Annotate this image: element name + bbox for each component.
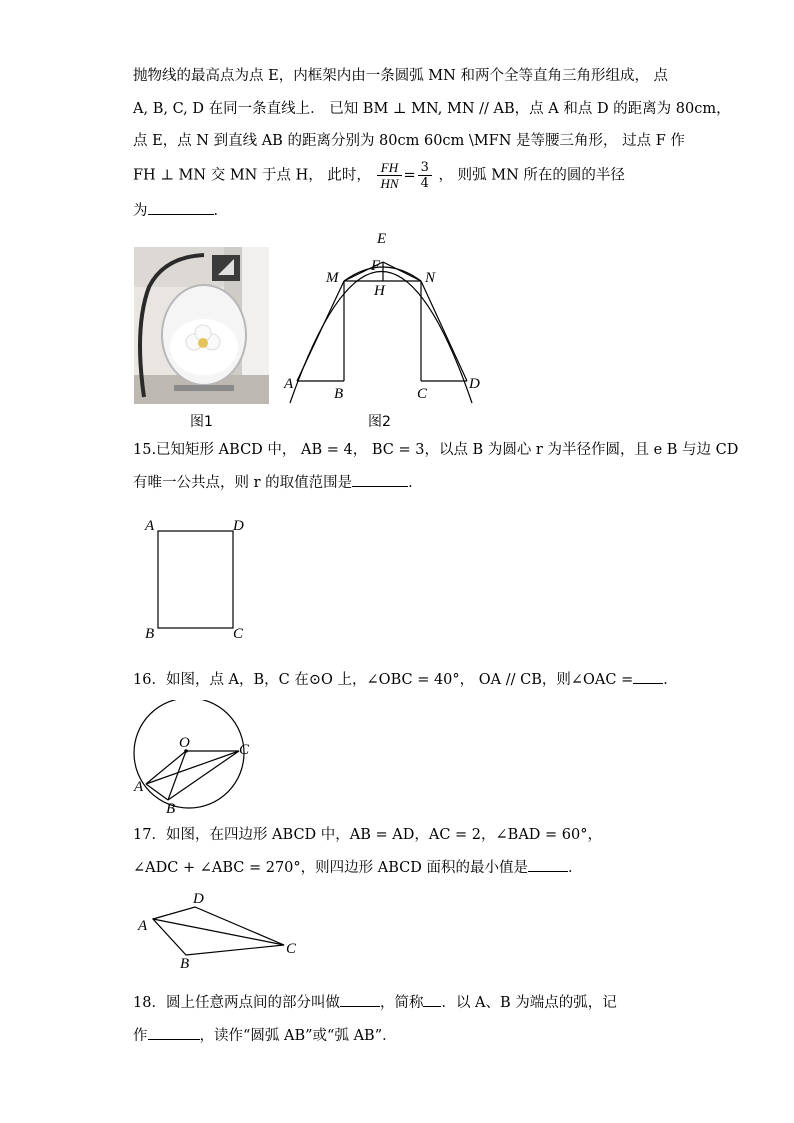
label-A: A	[284, 376, 294, 392]
label-N: N	[425, 270, 436, 286]
q17-line-2-end: ．	[567, 860, 583, 876]
label-C: C	[233, 626, 244, 642]
q18-line-2b: ，读作“圆弧 AB”或“弧 AB”．	[199, 1028, 397, 1044]
q14-figure-1-photo	[134, 247, 269, 404]
label-B: B	[145, 626, 155, 642]
q14-figure-2-caption: 图2	[368, 414, 391, 430]
q14-line-4b: ， 则弧 MN 所在的圆的半径	[438, 167, 625, 184]
q14-line-5-text: 为	[133, 203, 148, 219]
q14-line-2: A, B, C, D 在同一条直线上． 已知 BM ⊥ MN, MN // AB，点 A 和点 D 的距离为 80cm，	[133, 101, 731, 117]
q18-line-1c: ．以 A、B 为端点的弧，记	[441, 995, 617, 1011]
q17-line-2	[133, 857, 582, 878]
label-B: B	[166, 801, 176, 817]
q18-blank-2[interactable]	[423, 992, 441, 1007]
frac-value-denominator: 4	[420, 176, 429, 191]
q14-line-1: 抛物线的最高点为点 E，内框架内由一条圆弧 MN 和两个全等直角三角形组成， 点	[133, 68, 669, 84]
q17-line-1: 17．如图，在四边形 ABCD 中，AB = AD，AC = 2，∠BAD = 60°，	[133, 827, 603, 843]
label-A: A	[134, 779, 144, 795]
label-D: D	[233, 518, 244, 534]
q16-line-1	[133, 669, 678, 690]
label-B: B	[180, 956, 190, 971]
q18-line-1	[133, 992, 617, 1013]
label-E: E	[377, 231, 387, 247]
q17-figure-quadrilateral	[132, 885, 307, 971]
label-D: D	[193, 891, 204, 907]
label-C: C	[417, 386, 428, 402]
label-M: M	[326, 270, 339, 286]
q14-line-4a: FH ⊥ MN 交 MN 于点 H， 此时，	[133, 167, 371, 184]
q14-answer-blank[interactable]	[148, 200, 214, 215]
q18-line-2a: 作	[133, 1028, 148, 1044]
q15-answer-blank[interactable]	[352, 472, 408, 487]
q14-fraction-fh-hn	[377, 160, 401, 191]
q15-figure-rectangle	[140, 512, 260, 647]
q15-line-2-end: ．	[408, 475, 423, 491]
label-O: O	[179, 735, 190, 751]
label-A: A	[138, 918, 148, 934]
q17-answer-blank[interactable]	[528, 857, 568, 872]
q14-figure-2	[280, 228, 480, 406]
q16-line-1-text: 16．如图，点 A，B，C 在⊙O 上，∠OBC = 40°， OA // CB，则∠OAC =	[133, 672, 634, 688]
frac-equals: =	[403, 167, 416, 184]
label-H: H	[374, 283, 385, 299]
q18-line-1a: 18．圆上任意两点间的部分叫做	[133, 995, 340, 1011]
q14-figure-1-caption: 图1	[190, 414, 213, 430]
q15-line-2	[133, 472, 423, 493]
q14-line-4	[133, 160, 625, 191]
label-A: A	[145, 518, 155, 534]
q18-line-2	[133, 1025, 397, 1046]
label-B: B	[334, 386, 344, 402]
q17-line-2-text: ∠ADC + ∠ABC = 270°，则四边形 ABCD 面积的最小值是	[133, 860, 528, 876]
q14-line-5	[133, 200, 228, 221]
q15-line-1: 15.已知矩形 ABCD 中， AB = 4， BC = 3，以点 B 为圆心 r 为半径作圆，且 e B 与边 CD	[133, 442, 739, 458]
q18-blank-1[interactable]	[340, 992, 380, 1007]
frac-denominator: HN	[380, 176, 399, 191]
label-F: F	[371, 258, 381, 274]
q16-figure-circle	[128, 700, 258, 818]
q16-answer-blank[interactable]	[633, 669, 663, 684]
q18-blank-3[interactable]	[148, 1025, 200, 1040]
q14-fraction-3-4	[418, 160, 432, 191]
label-D: D	[469, 376, 480, 392]
label-C: C	[239, 742, 250, 758]
q16-line-1-end: ．	[663, 672, 678, 688]
q14-line-5-end: ．	[213, 203, 228, 219]
label-C: C	[286, 941, 297, 957]
frac-numerator: FH	[377, 160, 401, 176]
frac-value-numerator: 3	[418, 160, 432, 176]
q14-line-3: 点 E，点 N 到直线 AB 的距离分别为 80cm 60cm \MFN 是等腰三角形， 过点 F 作	[133, 133, 685, 149]
q18-line-1b: ，简称	[379, 995, 424, 1011]
q15-line-2-text: 有唯一公共点，则 r 的取值范围是	[133, 475, 353, 491]
